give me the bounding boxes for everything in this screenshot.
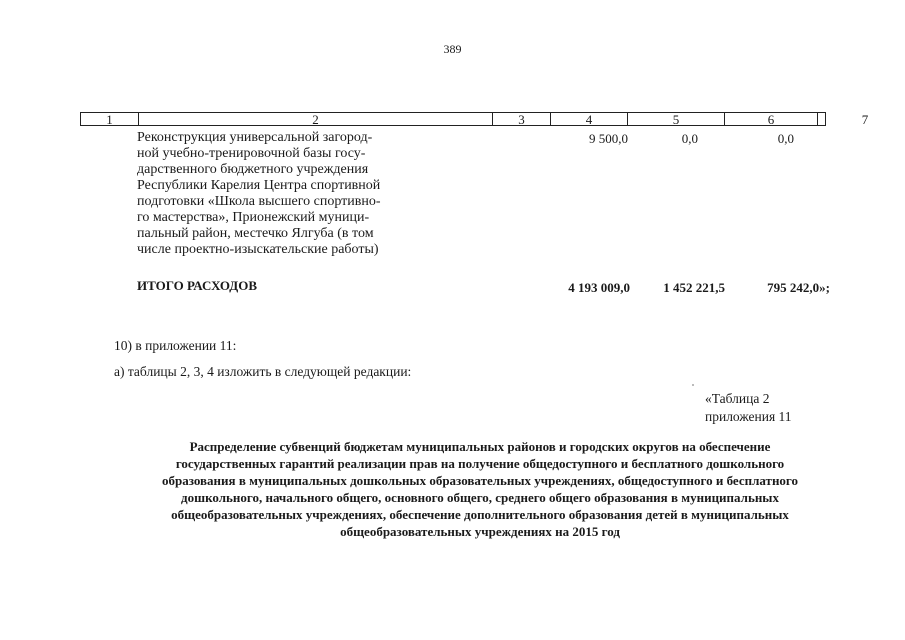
- row-description: [137, 130, 407, 258]
- paragraph-appendix: 10) в приложении 11:: [114, 338, 237, 353]
- header-cell-2: 2: [138, 113, 492, 125]
- table-reference: [705, 390, 792, 426]
- table-reference-line: приложения 11: [705, 409, 792, 424]
- row-value-col6: 0,0: [681, 131, 698, 146]
- header-cell-6: 6: [724, 113, 817, 125]
- description-line: го мастерства», Прионежский муници-: [137, 210, 370, 225]
- scan-speck: [692, 384, 694, 386]
- header-cell-1: 1: [106, 112, 113, 127]
- total-value-col5: 4 193 009,0: [568, 280, 630, 295]
- total-label: ИТОГО РАСХОДОВ: [137, 278, 258, 293]
- heading-line: государственных гарантий реализации прав на получение общедоступного и бесплатного дошкольного: [175, 456, 785, 471]
- page-number: 389: [443, 42, 462, 56]
- row-value-col5: 9 500,0: [589, 131, 628, 146]
- table-reference-line: «Таблица 2: [705, 391, 770, 406]
- description-line: числе проектно-изыскательские работы): [137, 242, 379, 257]
- heading-line: общеобразовательных учреждениях на 2015 год: [340, 524, 620, 539]
- description-line: дарственного бюджетного учреждения: [137, 162, 369, 177]
- header-cell-5: 5: [627, 113, 724, 125]
- heading-line: Распределение субвенций бюджетам муниципальных районов и городских округов на обеспечение: [189, 439, 771, 454]
- description-line: подготовки «Школа высшего спортивно-: [137, 194, 381, 209]
- header-cell-3: 3: [492, 113, 550, 125]
- total-value-col7: 795 242,0»;: [767, 280, 830, 295]
- heading-line: общеобразовательных учреждениях, обеспечение дополнительного образования детей в муниципальных: [171, 507, 789, 522]
- heading-line: дошкольного, начального общего, основного общего, среднего общего образования в муниципальных: [181, 490, 779, 505]
- table-header-row: [80, 112, 869, 127]
- description-line: пальный район, местечко Ялгуба (в том: [137, 226, 374, 241]
- description-line: ной учебно-тренировочной базы госу-: [137, 146, 366, 161]
- paragraph-tables: а) таблицы 2, 3, 4 изложить в следующей редакции:: [114, 364, 412, 379]
- description-line: Реконструкция универсальной загород-: [137, 130, 373, 145]
- total-value-col6: 1 452 221,5: [663, 280, 725, 295]
- header-cell-7: 7: [861, 112, 869, 127]
- header-cell-4: 4: [550, 113, 627, 125]
- description-line: Республики Карелия Центра спортивной: [137, 178, 381, 193]
- row-value-col7: 0,0: [777, 131, 794, 146]
- section-heading: [100, 438, 860, 540]
- heading-line: образования в муниципальных дошкольных образовательных учреждениях, общедоступного и бесплатного: [161, 473, 799, 488]
